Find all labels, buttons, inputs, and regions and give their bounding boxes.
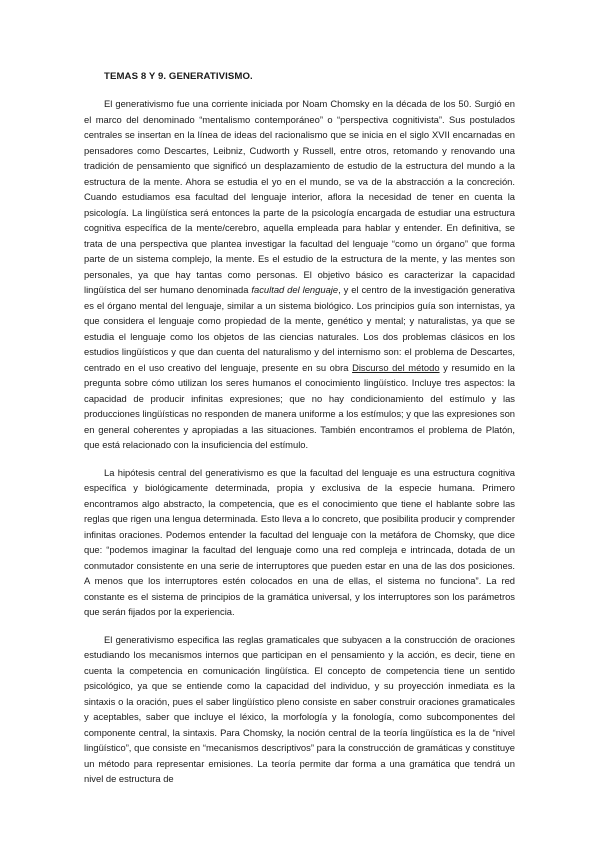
paragraph-1-text-a: El generativismo fue una corriente iniciada por Noam Chomsky en la década de los 50. Surgió en el marco del denominado “mentalismo contemporáneo” o “perspectiva cognitivista”. Sus postulados centrales se insertan en la línea de ideas del racionalismo que se inicia en el siglo XVII encarnadas en pensadores como Descartes, Leibniz, Cudworth y Russell, entre otros, retomando y renovando una tradición de pensamiento que significó un desplazamiento de estudio de la estructura del mundo a la estructura de la mente. Ahora se estudia el yo en el mundo, se va de la abstracción a la concreción. Cuando estudiamos esa facultad del lenguaje interior, aflora la necesidad de tener en cuenta la psicología. La lingüística será entonces la parte de la psicología encargada de estudiar una estructura cognitiva específica de la mente/cerebro, aquella empleada para hablar y entender. En definitiva, se trata de una perspectiva que plantea investigar la facultad del lenguaje “como un órgano” que forma parte de un sistema complejo, la mente. Es el estudio de la estructura de la mente, y las mentes son personales, ya que hay tantas como personas. El objetivo básico es caracterizar la capacidad lingüística del ser humano denominada <box>84 98 515 295</box>
document-body <box>84 70 515 799</box>
paragraph-1-underlined-title: Discurso del método <box>352 361 440 373</box>
paragraph-3: El generativismo especifica las reglas gramaticales que subyacen a la construcción de oraciones estudiando los mecanismos internos que participan en el pensamiento y la acción, es decir, tiene en cuenta la competencia en comunicación lingüística. El concepto de competencia tiene un sentido psicológico, ya que se entiende como la capacidad del individuo, y su proyección inmediata es la sintaxis o la oración, pues el saber lingüístico pleno consiste en saber construir oraciones gramaticales y aceptables, saber que incluye el léxico, la morfología y la fonología, como subcomponentes del componente central, la sintaxis. Para Chomsky, la noción central de la teoría lingüística es la de “nivel lingüístico”, que consiste en “mecanismos descriptivos” para la construcción de gramáticas y constituye un método para representar emisiones. La teoría permite dar forma a una gramática que tendrá un nivel de estructura de <box>84 633 515 784</box>
document-title: TEMAS 8 Y 9. GENERATIVISMO. <box>104 71 253 82</box>
paragraph-1-text-c: y resumido en la pregunta sobre cómo utilizan los seres humanos el conocimiento lingüístico. Incluye tres aspectos: la capacidad de producir infinitas expresiones; que no hay condicionamiento del estímulo y las producciones lingüísticas no responden de manera uniforme a los estímulos; y que las expresiones son en general coherentes y apropiadas a las situaciones. También encontramos el problema de Platón, que está relacionado con la insuficiencia del estímulo. <box>84 361 515 450</box>
paragraph-1-text-b: , y el centro de la investigación generativa es el órgano mental del lenguaje, similar a un sistema biológico. Los principios guía son internistas, ya que considera el lenguaje como propiedad de la mente, genético y mental; y naturalistas, ya que se estudia el lenguaje como los objetos de las ciencias naturales. Los dos problemas clásicos en los estudios lingüísticos y que dan cuenta del naturalismo y del internismo son: el problema de Descartes, centrado en el uso creativo del lenguaje, presente en su obra <box>84 284 515 373</box>
paragraph-2: La hipótesis central del generativismo es que la facultad del lenguaje es una estructura cognitiva específica y biológicamente determinada, propia y exclusiva de la especie humana. Primero encontramos algo abstracto, la competencia, que es el conocimiento que tiene el hablante sobre las reglas que rigen una lengua determinada. Esto lleva a lo concreto, que posibilita producir y comprender infinitas oraciones. Podemos entender la facultad del lenguaje con la metáfora de Chomsky, que dice que: “podemos imaginar la facultad del lenguaje como una red compleja e intrincada, dotada de un conmutador consistente en una serie de interruptores que pueden estar en una de las dos posiciones. A menos que los interruptores estén colocados en una de ellas, el sistema no funciona”. La red constante es el sistema de principios de la gramática universal, y los interruptores son los parámetros que serán fijados por la experiencia. <box>84 466 515 617</box>
paragraph-1-italic-term: facultad del lenguaje <box>251 284 339 295</box>
paragraph-1 <box>84 96 515 453</box>
